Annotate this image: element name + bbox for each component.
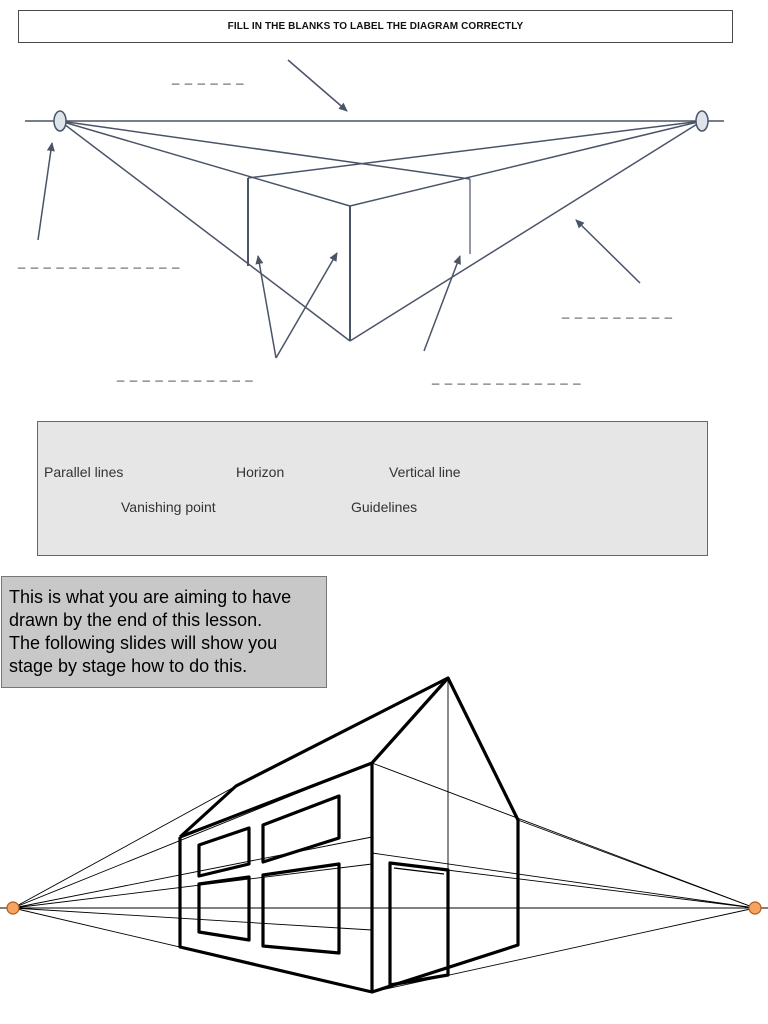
- guideline: [13, 837, 372, 908]
- guideline: [248, 121, 702, 178]
- vertical-line-blank[interactable]: _ _ _ _ _ _ _ _ _ _ _ _: [432, 370, 582, 385]
- guideline: [13, 786, 236, 908]
- guidelines-blank[interactable]: _ _ _ _ _ _ _ _ _: [562, 304, 673, 319]
- window: [199, 828, 249, 876]
- note-line: drawn by the end of this lesson.: [9, 610, 263, 630]
- house-left-vanishing-point: [7, 902, 19, 914]
- vanishing-point-blank[interactable]: _ _ _ _ _ _ _ _ _ _ _ _ _: [18, 254, 181, 269]
- word-vanishing-point: Vanishing point: [121, 499, 216, 515]
- window: [263, 796, 339, 862]
- left-vanishing-point: [54, 111, 66, 131]
- word-guidelines: Guidelines: [351, 499, 418, 515]
- right-wall: [372, 678, 518, 992]
- guideline: [60, 121, 470, 179]
- right-vanishing-point: [696, 111, 708, 131]
- word-parallel-lines: Parallel lines: [44, 464, 124, 480]
- parallel-lines-arrow-left: [258, 256, 276, 358]
- window: [263, 864, 339, 953]
- worksheet-title: FILL IN THE BLANKS TO LABEL THE DIAGRAM CORRECTLY: [18, 10, 733, 43]
- note-line: The following slides will show you: [9, 633, 278, 653]
- guidelines-arrow: [576, 220, 640, 283]
- guideline: [60, 121, 350, 206]
- guideline: [350, 121, 702, 206]
- note-line: This is what you are aiming to have: [9, 587, 292, 607]
- perspective-diagram: [0, 0, 768, 400]
- note-line: stage by stage how to do this.: [9, 656, 248, 676]
- parallel-lines-blank[interactable]: _ _ _ _ _ _ _ _ _ _ _: [117, 367, 254, 382]
- guideline: [60, 121, 350, 341]
- house-right-vanishing-point: [749, 902, 761, 914]
- horizon-blank[interactable]: _ _ _ _ _ _: [172, 70, 245, 85]
- horizon-arrow: [288, 60, 347, 111]
- vertical-line-arrow: [424, 256, 460, 351]
- word-vertical-line: Vertical line: [389, 464, 461, 480]
- word-horizon: Horizon: [236, 464, 285, 480]
- parallel-lines-arrow-right: [276, 253, 337, 358]
- house-guidelines: [0, 678, 768, 992]
- roof-left: [180, 678, 448, 837]
- window: [199, 877, 249, 940]
- house-outline: [180, 678, 518, 992]
- guideline: [13, 908, 372, 930]
- house-drawing: [0, 660, 768, 1024]
- guideline: [372, 853, 755, 908]
- left-vp-arrow: [38, 143, 52, 240]
- front-left-wall: [180, 763, 372, 992]
- word-bank: [37, 421, 708, 556]
- guideline: [518, 820, 755, 908]
- door: [390, 863, 448, 985]
